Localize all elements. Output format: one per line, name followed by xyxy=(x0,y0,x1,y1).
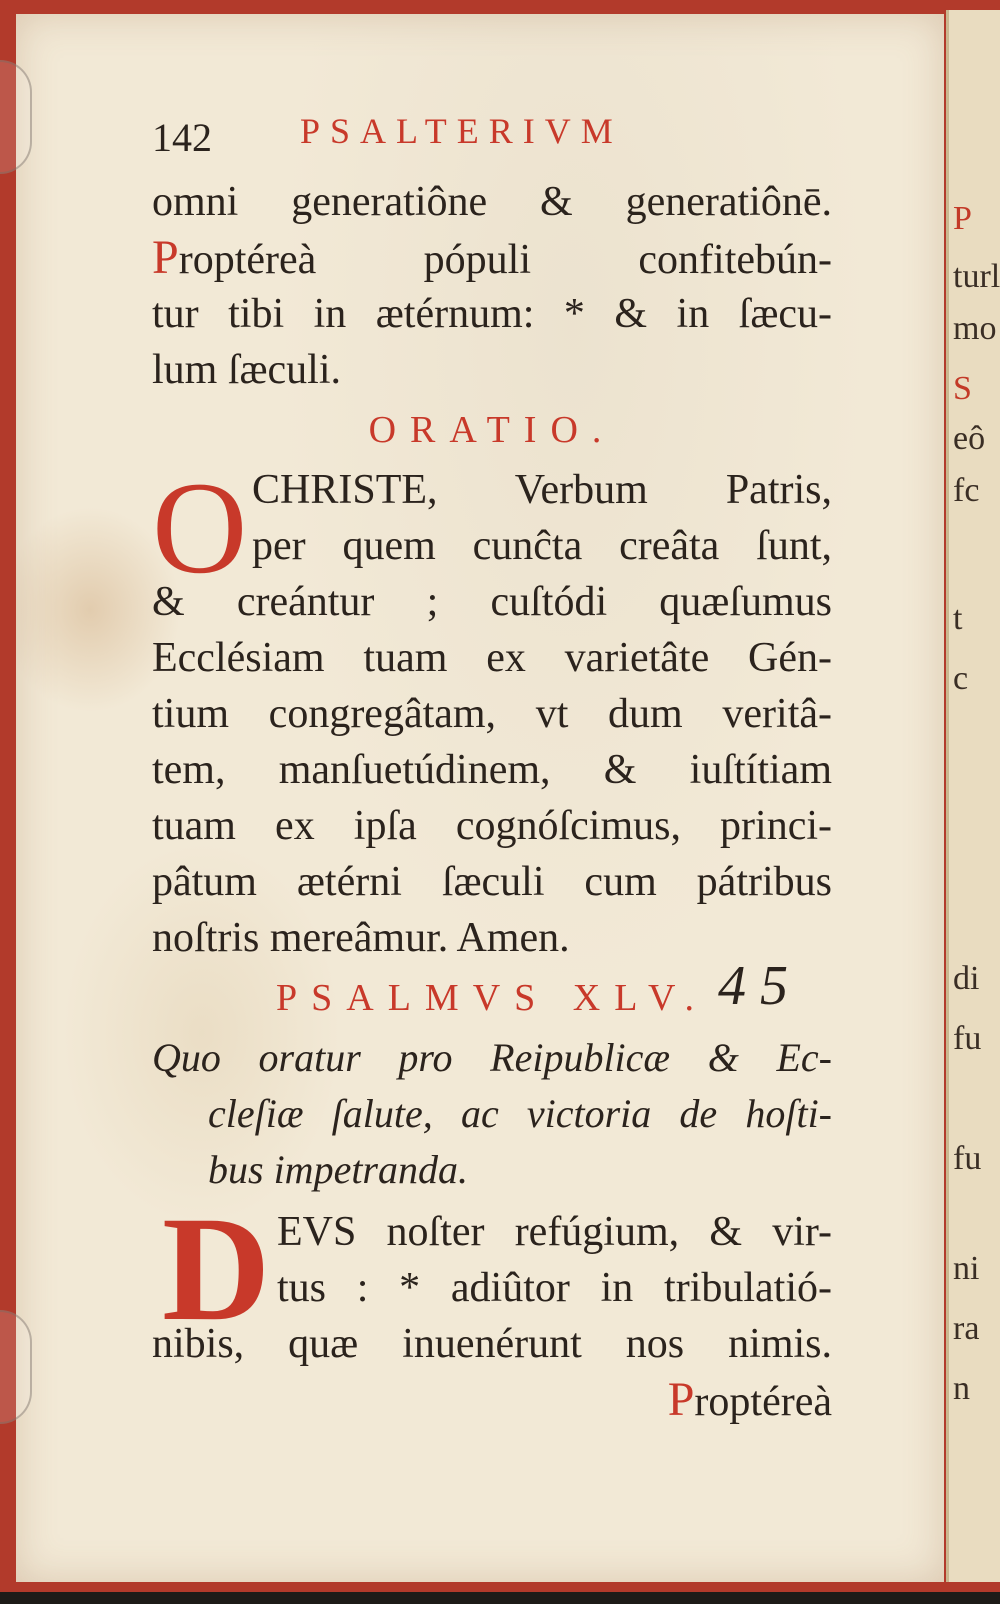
text-line: pâtum ætérni ſæculi cum pátribus xyxy=(152,859,832,905)
text-line: tium congregâtam, vt dum veritâ- xyxy=(152,691,832,737)
oratio-body xyxy=(152,454,832,966)
facing-fragment: fu xyxy=(953,1140,982,1177)
psalm-heading-text: PSALMVS XLV. xyxy=(276,977,708,1019)
text-line: lum ſæculi. xyxy=(152,347,341,393)
running-head: PSALTERIVM xyxy=(300,111,623,151)
page-number: 142 xyxy=(152,115,212,160)
facing-fragment: di xyxy=(953,960,980,997)
psalm-heading xyxy=(152,955,832,1030)
text-line: per quem cunĉta creâta ſunt, xyxy=(252,523,832,569)
psalm-body xyxy=(152,1186,832,1372)
text-line: omni generatiône & generatiônē. xyxy=(152,179,832,225)
facing-fragment: turl xyxy=(953,258,1000,295)
catchword xyxy=(152,1372,832,1428)
text-line: tur tibi in ætérnum: * & in ſæcu- xyxy=(152,291,832,337)
text-line: tus : * adiûtor in tribulatió- xyxy=(277,1265,832,1311)
argument-line: bus impetranda. xyxy=(208,1147,468,1192)
facing-fragment: eô xyxy=(953,420,986,457)
text-line: CHRISTE, Verbum Patris, xyxy=(252,467,832,513)
verse-line xyxy=(152,230,832,286)
text-line: tem, manſuetúdinem, & iuſtítiam xyxy=(152,747,832,793)
facing-fragment: n xyxy=(953,1370,970,1407)
catchword-text: roptéreà xyxy=(694,1379,832,1425)
text-line: nibis, quæ inuenérunt nos nimis. xyxy=(152,1321,832,1367)
facing-fragment: P xyxy=(953,200,972,237)
text-line: Ecclésiam tuam ex varietâte Gén- xyxy=(152,635,832,681)
facing-fragment: ra xyxy=(953,1310,980,1347)
facing-fragment: fu xyxy=(953,1020,982,1057)
text-line: & creántur ; cuſtódi quæſumus xyxy=(152,579,832,625)
page-clip-bottom xyxy=(0,1310,32,1424)
facing-fragment: mo xyxy=(953,310,997,347)
facing-fragment: S xyxy=(953,370,972,407)
oratio-heading: ORATIO. xyxy=(368,409,616,451)
verse-text: roptéreà pópuli confitebún- xyxy=(178,237,832,283)
page-clip-top xyxy=(0,60,32,174)
facing-fragment: t xyxy=(953,600,963,637)
handwritten-number: 45 xyxy=(718,955,802,1017)
page-header xyxy=(152,110,832,174)
facing-fragment: ni xyxy=(953,1250,980,1287)
facing-fragment: c xyxy=(953,660,969,697)
text-line: EVS noſter refúgium, & vir- xyxy=(277,1209,832,1255)
rubric-initial: P xyxy=(152,231,179,284)
text-line: tuam ex ipſa cognóſcimus, princi- xyxy=(152,803,832,849)
facing-fragment: fc xyxy=(953,472,980,509)
catchword-initial: P xyxy=(667,1373,695,1426)
drop-cap-d: D xyxy=(162,1186,271,1352)
page-text xyxy=(152,110,832,1428)
facing-page-edge xyxy=(946,10,1000,1582)
drop-cap-o: O xyxy=(152,454,248,601)
argument-line: Quo oratur pro Reipublicæ & Ec- xyxy=(152,1035,832,1080)
text-line: noſtris mereâmur. Amen. xyxy=(152,915,570,961)
argument-line: cleſiæ ſalute, ac victoria de hoſti- xyxy=(208,1091,832,1136)
